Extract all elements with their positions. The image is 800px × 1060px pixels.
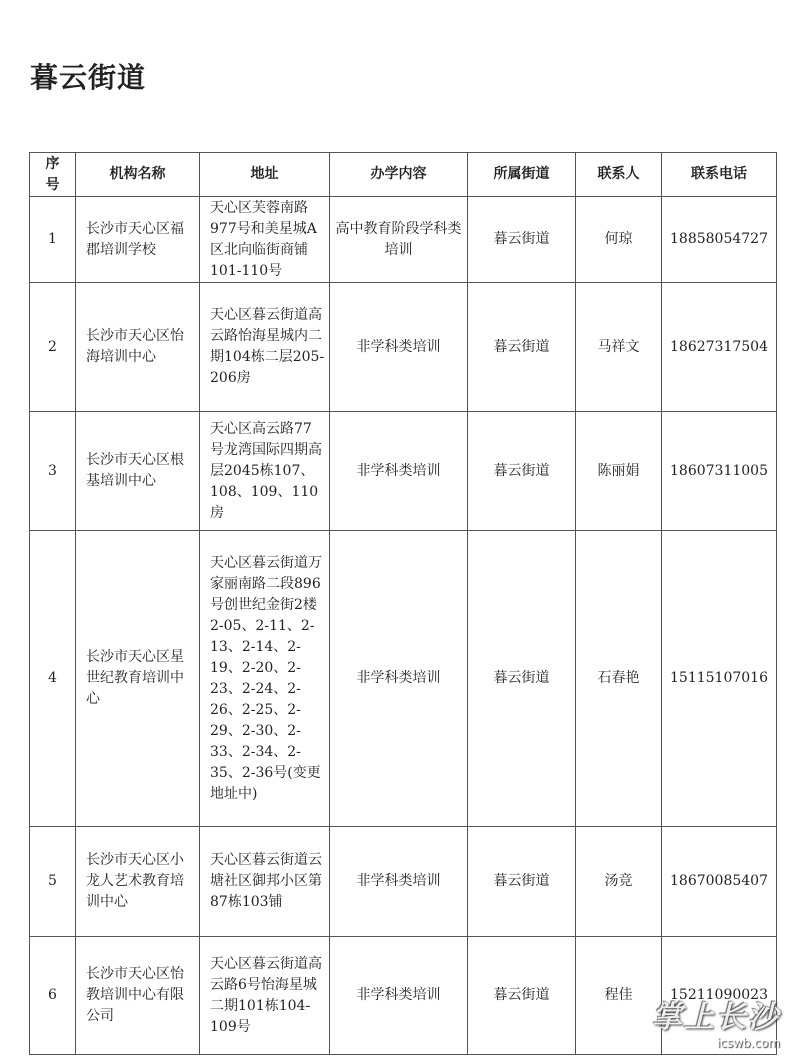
cell-name: 长沙市天心区福郡培训学校 — [76, 197, 200, 283]
cell-phone: 18670085407 — [662, 827, 777, 937]
cell-address: 天心区芙蓉南路977号和美星城A区北向临街商铺101-110号 — [200, 197, 330, 283]
watermark-sub-text: icswb.com — [716, 1036, 780, 1050]
table-row — [30, 827, 777, 937]
cell-contact: 汤竞 — [576, 827, 662, 937]
cell-phone: 18607311005 — [662, 412, 777, 531]
cell-street: 暮云街道 — [468, 283, 576, 412]
cell-content: 非学科类培训 — [330, 412, 468, 531]
cell-street: 暮云街道 — [468, 197, 576, 283]
cell-content: 非学科类培训 — [330, 283, 468, 412]
cell-phone: 18858054727 — [662, 197, 777, 283]
cell-address: 天心区暮云街道高云路怡海星城内二期104栋二层205-206房 — [200, 283, 330, 412]
cell-contact: 陈丽娟 — [576, 412, 662, 531]
cell-name: 长沙市天心区根基培训中心 — [76, 412, 200, 531]
cell-name: 长沙市天心区小龙人艺术教育培训中心 — [76, 827, 200, 937]
table-row — [30, 412, 777, 531]
cell-street: 暮云街道 — [468, 412, 576, 531]
cell-contact: 石春艳 — [576, 531, 662, 827]
cell-street: 暮云街道 — [468, 937, 576, 1055]
cell-no: 1 — [30, 197, 76, 283]
cell-street: 暮云街道 — [468, 531, 576, 827]
watermark-logo — [652, 992, 780, 1050]
column-header-street: 所属街道 — [468, 153, 576, 197]
cell-name: 长沙市天心区怡海培训中心 — [76, 283, 200, 412]
cell-no: 5 — [30, 827, 76, 937]
page-title: 暮云街道 — [30, 61, 147, 94]
column-header-address: 地址 — [200, 153, 330, 197]
table-row — [30, 197, 777, 283]
cell-name: 长沙市天心区怡教培训中心有限公司 — [76, 937, 200, 1055]
cell-content: 非学科类培训 — [330, 827, 468, 937]
cell-name: 长沙市天心区星世纪教育培训中心 — [76, 531, 200, 827]
cell-no: 6 — [30, 937, 76, 1055]
cell-content: 非学科类培训 — [330, 937, 468, 1055]
cell-contact: 程佳 — [576, 937, 662, 1055]
table-row — [30, 283, 777, 412]
institution-table — [29, 152, 777, 1055]
cell-content: 非学科类培训 — [330, 531, 468, 827]
cell-phone: 15115107016 — [662, 531, 777, 827]
cell-content: 高中教育阶段学科类培训 — [330, 197, 468, 283]
cell-contact: 何琼 — [576, 197, 662, 283]
cell-address: 天心区高云路77号龙湾国际四期高层2045栋107、108、109、110房 — [200, 412, 330, 531]
cell-contact: 马祥文 — [576, 283, 662, 412]
cell-street: 暮云街道 — [468, 827, 576, 937]
watermark-main-text: 掌上长沙 — [652, 1000, 780, 1035]
column-header-phone: 联系电话 — [662, 153, 777, 197]
cell-address: 天心区暮云街道高云路6号怡海星城二期101栋104-109号 — [200, 937, 330, 1055]
table-header-row — [30, 153, 777, 197]
table-row — [30, 531, 777, 827]
column-header-no: 序号 — [30, 153, 76, 197]
cell-phone: 18627317504 — [662, 283, 777, 412]
column-header-contact: 联系人 — [576, 153, 662, 197]
cell-no: 2 — [30, 283, 76, 412]
column-header-content: 办学内容 — [330, 153, 468, 197]
cell-no: 3 — [30, 412, 76, 531]
cell-address: 天心区暮云街道云塘社区御邦小区第87栋103铺 — [200, 827, 330, 937]
cell-no: 4 — [30, 531, 76, 827]
column-header-name: 机构名称 — [76, 153, 200, 197]
cell-phone: 15211090023 — [662, 937, 777, 1055]
cell-address: 天心区暮云街道万家丽南路二段896号创世纪金街2楼2-05、2-11、2-13、2-14、2-19、2-20、2-23、2-24、2-26、2-25、2-29、2-30、2-33、2-34、2-35、2-36号(变更地址中) — [200, 531, 330, 827]
